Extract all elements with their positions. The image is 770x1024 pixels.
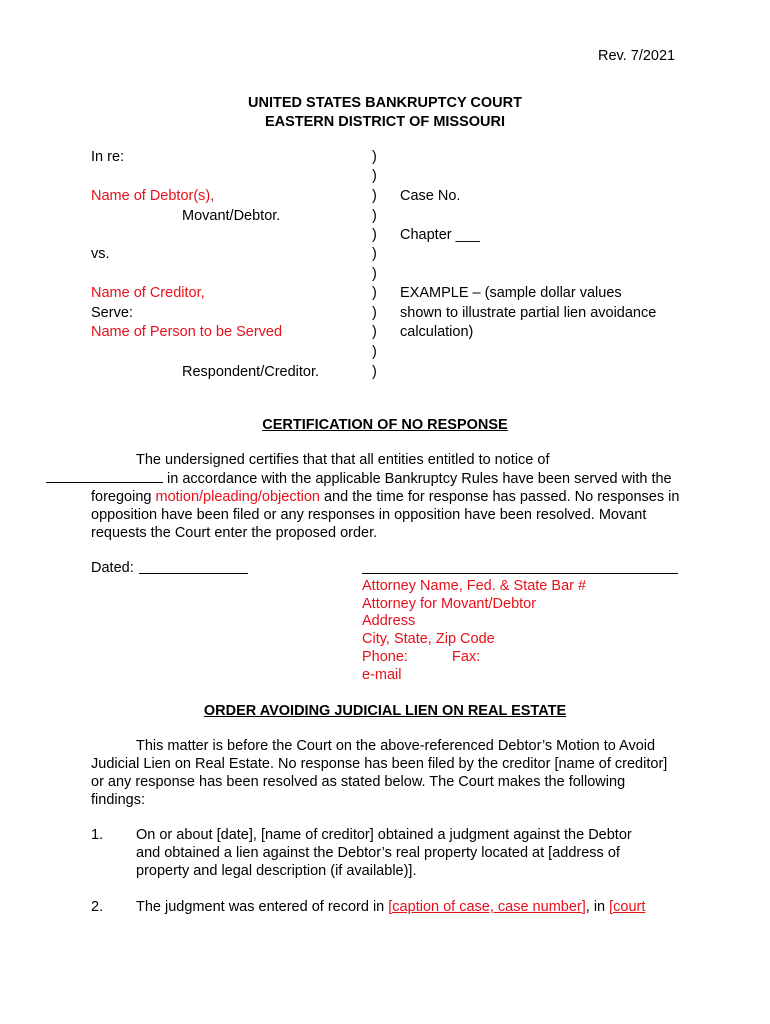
caption-paren: ) — [372, 168, 377, 184]
caption-paren: ) — [372, 266, 377, 282]
caption-paren: ) — [372, 364, 377, 380]
email-placeholder: e-mail — [362, 667, 402, 683]
finding-number: 2. — [91, 899, 104, 915]
finding-text-part: The judgment was entered of record in — [136, 899, 385, 915]
case-caption-placeholder: [caption of case, case number] — [388, 899, 586, 915]
pleading-placeholder: motion/pleading/objection — [155, 489, 320, 505]
city-state-zip-placeholder: City, State, Zip Code — [362, 631, 495, 647]
chapter-label: Chapter ___ — [400, 227, 480, 243]
court-name: UNITED STATES BANKRUPTCY COURT — [248, 95, 522, 111]
finding-text: On or about [date], [name of creditor] obtained a judgment against the Debtor and obtained a lien against the Debtor’s real property located at [address of property and legal description (if available)]. — [136, 827, 632, 879]
person-served-placeholder: Name of Person to be Served — [91, 324, 283, 340]
certification-title: CERTIFICATION OF NO RESPONSE — [262, 417, 508, 433]
dated-label: Dated: — [91, 560, 134, 576]
caption-paren: ) — [372, 305, 377, 321]
certification-paragraph — [91, 451, 681, 542]
phone-placeholder: Phone: — [362, 649, 408, 665]
notice-blank-line — [46, 469, 163, 483]
attorney-role-placeholder: Attorney for Movant/Debtor — [362, 596, 537, 612]
address-placeholder: Address — [362, 613, 416, 629]
caption-paren: ) — [372, 344, 377, 360]
order-intro-paragraph: This matter is before the Court on the above-referenced Debtor’s Motion to Avoid Judicial Lien on Real Estate. No response has been filed by the creditor [name of creditor] or any response has been resolved as stated below. The Court makes the following findings: — [91, 738, 668, 808]
certification-text: and the time for response has passed. No responses in opposition have been filed or any responses in opposition have been resolved. Movant requests the Court enter the proposed order. — [91, 489, 680, 541]
movant-role: Movant/Debtor. — [182, 208, 281, 224]
example-note-line: calculation) — [400, 324, 474, 340]
finding-text — [136, 898, 645, 916]
court-placeholder: [court — [609, 899, 646, 915]
respondent-role: Respondent/Creditor. — [182, 364, 320, 380]
versus-label: vs. — [91, 246, 110, 262]
order-title: ORDER AVOIDING JUDICIAL LIEN ON REAL ESTATE — [203, 703, 567, 719]
in-re-label: In re: — [91, 149, 125, 165]
debtor-name-placeholder: Name of Debtor(s), — [91, 188, 215, 204]
caption-paren: ) — [372, 188, 377, 204]
serve-label: Serve: — [91, 305, 133, 321]
finding-number: 1. — [91, 827, 104, 843]
example-note-line: EXAMPLE – (sample dollar values — [400, 285, 622, 301]
example-note-line: shown to illustrate partial lien avoidance — [400, 305, 657, 321]
court-district: EASTERN DISTRICT OF MISSOURI — [264, 114, 506, 130]
caption-paren: ) — [372, 149, 377, 165]
attorney-name-placeholder: Attorney Name, Fed. & State Bar # — [362, 578, 587, 594]
fax-placeholder: Fax: — [452, 649, 481, 665]
attorney-signature-line — [362, 573, 678, 574]
caption-paren: ) — [372, 208, 377, 224]
caption-paren: ) — [372, 246, 377, 262]
revision-label: Rev. 7/2021 — [598, 48, 676, 64]
date-signature-line — [139, 573, 248, 574]
certification-text: The undersigned certifies that that all entities entitled to notice of — [136, 452, 550, 468]
certification-text: in accordance with the applicable Bankruptcy Rules have been served with the foregoing — [91, 471, 672, 505]
case-number-label: Case No. — [400, 188, 461, 204]
finding-text-part: , in — [585, 899, 606, 915]
caption-paren: ) — [372, 285, 377, 301]
caption-paren: ) — [372, 324, 377, 340]
caption-paren: ) — [372, 227, 377, 243]
creditor-name-placeholder: Name of Creditor, — [91, 285, 205, 301]
